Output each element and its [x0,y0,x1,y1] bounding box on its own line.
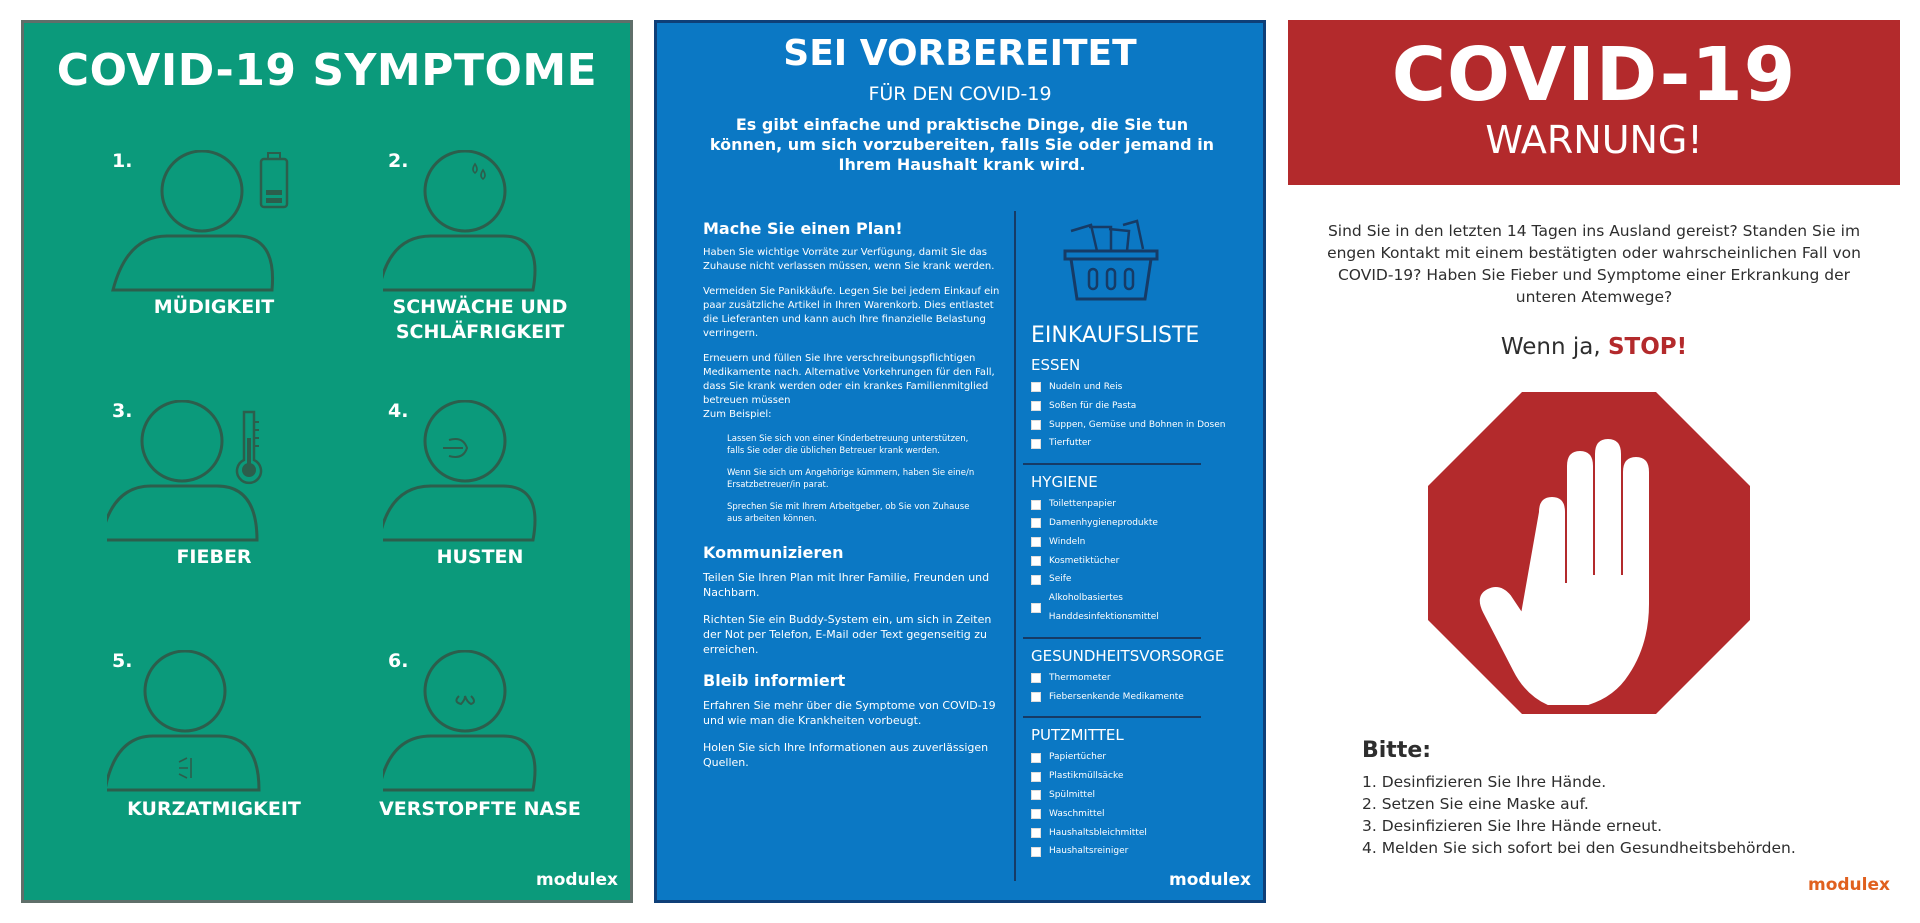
question-text: Sind Sie in den letzten 14 Tagen ins Ausland gereist? Standen Sie im engen Kontakt mit einem bestätigten oder wahrscheinlichen Fall von COVID-19? Haben Sie Fieber und Symptome einer Erkrankung der unteren Atemwege? [1327,222,1861,306]
list-item: Haushaltsbleichmittel [1031,824,1231,843]
symptom-number: 6. [388,650,409,672]
plan-paragraph: Erneuern und füllen Sie Ihre verschreibungspflichtigen Medikamente nach. Alternative Vorkehrungen für den Fall, dass Sie krank werden oder ein krankes Familienmitglied betreuen müssen [703,353,995,406]
list-item: Haushaltsreiniger [1031,842,1231,861]
checkbox[interactable] [1031,847,1041,857]
shopping-basket-icon [1061,219,1161,309]
symptom-label: VERSTOPFTE NASE [379,798,581,820]
poster-subtitle: WARNUNG! [1485,118,1703,162]
stop-text: STOP! [1607,334,1688,360]
checkbox[interactable] [1031,439,1041,449]
checkbox[interactable] [1031,828,1041,838]
list-item: Seife [1031,570,1231,589]
list-divider [1023,716,1201,718]
checkbox[interactable] [1031,809,1041,819]
checkbox[interactable] [1031,772,1041,782]
communicate-paragraph: Teilen Sie Ihren Plan mit Ihrer Familie, Freunden und Nachbarn. [703,571,990,599]
list-item: Fiebersenkende Medikamente [1031,688,1231,707]
list-item: Waschmittel [1031,805,1231,824]
column-divider [1014,211,1016,881]
informed-paragraph: Erfahren Sie mehr über die Symptome von COVID-19 und wie man die Krankheiten vorbeugt. [703,699,996,727]
symptom-label: HUSTEN [436,546,524,568]
list-item: Soßen für die Pasta [1031,397,1231,416]
advice-column [703,219,1003,782]
checkbox[interactable] [1031,500,1041,510]
checkbox[interactable] [1031,673,1041,683]
brand-logo: modulex [536,870,618,890]
checkbox[interactable] [1031,575,1041,585]
instruction-step: 4. Melden Sie sich sofort bei den Gesundheitsbehörden. [1362,839,1796,857]
communicate-heading: Kommunizieren [703,543,844,562]
checkbox[interactable] [1031,692,1041,702]
list-item: Kosmetiktücher [1031,552,1231,571]
thermometer-icon [230,408,270,488]
symptom-number: 4. [388,400,409,422]
intro-text: Es gibt einfache und praktische Dinge, die Sie tun können, um sich vorzubereiten, falls Sie oder jemand in Ihrem Haushalt krank wird. [709,115,1215,174]
category-hygiene: HYGIENE [1031,473,1098,492]
checkbox[interactable] [1031,382,1041,392]
symptom-label: FIEBER [176,546,252,568]
instruction-step: 1. Desinfizieren Sie Ihre Hände. [1362,773,1607,791]
list-item: Spülmittel [1031,786,1231,805]
example-item: Sprechen Sie mit Ihrem Arbeitgeber, ob Sie von Zuhause aus arbeiten können. [727,502,970,524]
shopping-list-title: EINKAUFSLISTE [1031,323,1200,348]
category-health: GESUNDHEITSVORSORGE [1031,646,1225,665]
symptom-label: MÜDIGKEIT [153,296,275,318]
list-item: Papiertücher [1031,748,1231,767]
if-yes-text: Wenn ja, [1500,334,1601,360]
category-cleaning: PUTZMITTEL [1031,726,1124,745]
plan-paragraph: Vermeiden Sie Panikkäufe. Legen Sie bei jedem Einkauf ein paar zusätzliche Artikel in Ihren Warenkorb. Dies entlastet die Lieferanten und kann auch Ihre finanzielle Belastung verringern. [703,286,1000,339]
stop-hand-icon [1428,392,1750,714]
list-item: Thermometer [1031,669,1231,688]
checkbox[interactable] [1031,753,1041,763]
informed-paragraph: Holen Sie sich Ihre Informationen aus zuverlässigen Quellen. [703,741,989,769]
list-item: Tierfutter [1031,434,1231,453]
instructions-heading: Bitte: [1362,738,1432,763]
poster-covid-symptoms [21,20,633,903]
person-icon [107,650,287,800]
brand-logo: modulex [1808,875,1890,895]
informed-heading: Bleib informiert [703,671,846,690]
symptom-number: 5. [112,650,133,672]
instruction-step: 3. Desinfizieren Sie Ihre Hände erneut. [1362,817,1663,835]
battery-icon [258,152,294,210]
list-divider [1023,637,1201,639]
symptom-number: 1. [112,150,133,172]
shopping-list [1031,323,1231,861]
poster-title: COVID-19 SYMPTOME [56,45,598,96]
checkbox[interactable] [1031,790,1041,800]
instructions [1362,738,1796,859]
list-item: Windeln [1031,533,1231,552]
poster-warning [1288,20,1900,903]
list-item: Alkoholbasiertes Handdesinfektionsmittel [1031,589,1231,627]
communicate-paragraph: Richten Sie ein Buddy-System ein, um sich in Zeiten der Not per Telefon, E-Mail oder Text gegenseitig zu erreichen. [703,613,992,656]
checkbox[interactable] [1031,537,1041,547]
person-icon [383,400,563,550]
poster-subtitle: FÜR DEN COVID-19 [868,83,1052,105]
symptom-6 [388,650,568,820]
example-item: Wenn Sie sich um Angehörige kümmern, haben Sie eine/n Ersatzbetreuer/in parat. [727,468,975,490]
checkbox[interactable] [1031,518,1041,528]
person-icon [383,150,563,300]
brand-logo: modulex [1169,870,1251,890]
list-item: Toilettenpapier [1031,495,1231,514]
checkbox[interactable] [1031,420,1041,430]
list-item: Nudeln und Reis [1031,378,1231,397]
poster-be-prepared [654,20,1266,903]
list-item: Damenhygieneprodukte [1031,514,1231,533]
symptom-5 [112,650,292,820]
list-divider [1023,463,1201,465]
stop-line [1288,334,1900,360]
warning-banner [1288,20,1900,185]
instruction-step: 2. Setzen Sie eine Maske auf. [1362,795,1589,813]
list-item: Plastikmüllsäcke [1031,767,1231,786]
checkbox[interactable] [1031,556,1041,566]
checkbox[interactable] [1031,401,1041,411]
symptom-label: SCHWÄCHE UND SCHLÄFRIGKEIT [392,296,568,343]
person-icon [383,650,563,800]
symptom-number: 2. [388,150,409,172]
symptom-label: KURZATMIGKEIT [127,798,301,820]
poster-title: COVID-19 [1391,32,1797,118]
symptom-number: 3. [112,400,133,422]
category-food: ESSEN [1031,356,1081,374]
poster-title: SEI VORBEREITET [783,33,1137,74]
list-item: Suppen, Gemüse und Bohnen in Dosen [1031,416,1231,435]
plan-paragraph: Zum Beispiel: [703,409,772,420]
plan-paragraph: Haben Sie wichtige Vorräte zur Verfügung, damit Sie das Zuhause nicht verlassen müssen, wenn Sie krank werden. [703,247,995,272]
plan-heading: Mache Sie einen Plan! [703,219,903,238]
checkbox[interactable] [1031,603,1041,613]
example-item: Lassen Sie sich von einer Kinderbetreuung unterstützen, falls Sie oder die üblichen Betreuer krank werden. [727,434,969,456]
